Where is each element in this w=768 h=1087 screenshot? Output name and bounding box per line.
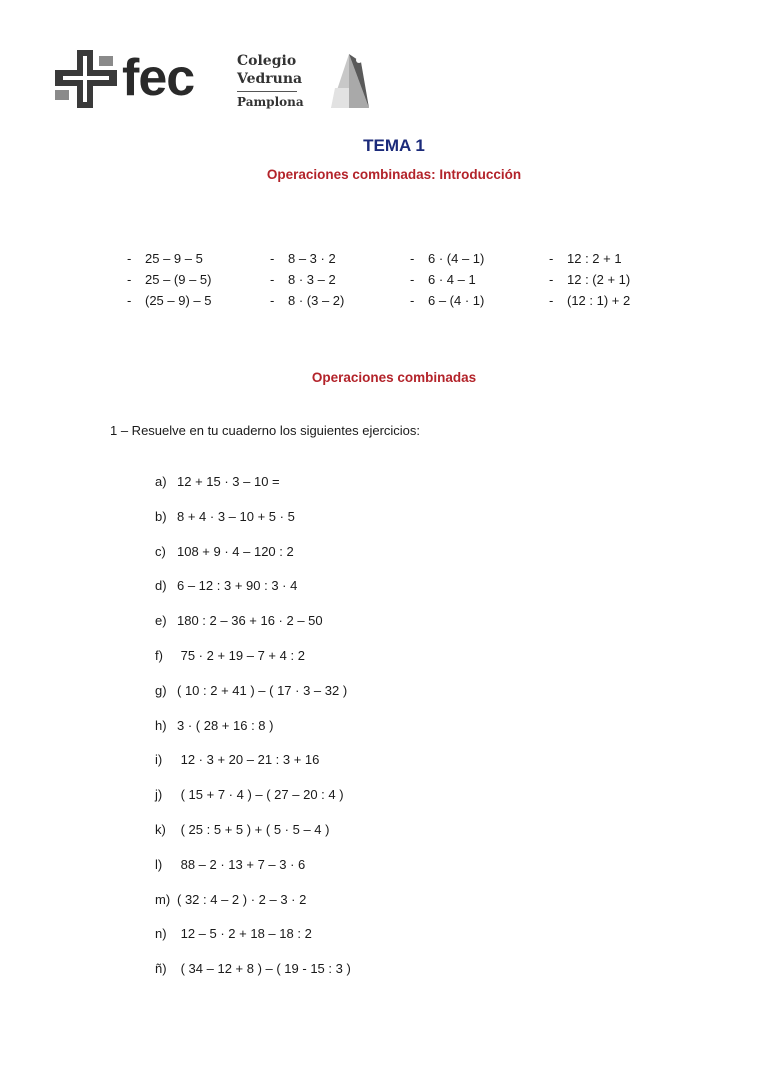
page-title: TEMA 1 — [363, 136, 425, 155]
intro-column-4 — [549, 248, 689, 311]
intro-item: - 12 : (2 + 1) — [549, 272, 631, 287]
exercise-l — [155, 856, 655, 891]
exercise-expression: 88 – 2 · 13 + 7 – 3 · 6 — [177, 856, 306, 872]
intro-item: - (25 – 9) – 5 — [127, 293, 212, 308]
exercise-expression: 108 + 9 · 4 – 120 : 2 — [177, 543, 294, 559]
fec-cross-logo — [55, 50, 125, 110]
intro-item: - 8 – 3 · 2 — [270, 251, 336, 266]
intro-item: - 6 · (4 – 1) — [410, 251, 485, 266]
intro-column-3 — [410, 248, 550, 311]
exercise-label: h) — [155, 717, 167, 733]
intro-item: - 25 – 9 – 5 — [127, 251, 203, 266]
exercise-a — [155, 473, 655, 508]
exercise-d — [155, 577, 655, 612]
exercise-instruction: 1 – Resuelve en tu cuaderno los siguientes ejercicios: — [110, 423, 421, 438]
school-line-pamplona: Pamplona — [237, 95, 304, 109]
exercise-label: i) — [155, 752, 163, 768]
sail-emblem-icon — [325, 48, 375, 112]
intro-item: - 8 · (3 – 2) — [270, 293, 345, 308]
exercise-j — [155, 786, 655, 821]
exercise-expression: 75 · 2 + 19 – 7 + 4 : 2 — [177, 647, 305, 663]
exercise-b — [155, 508, 655, 543]
exercise-label: f) — [155, 647, 163, 663]
exercise-expression: ( 10 : 2 + 41 ) – ( 17 · 3 – 32 ) — [177, 682, 348, 698]
intro-item: - 12 : 2 + 1 — [549, 251, 622, 266]
school-name-logo — [237, 52, 307, 109]
exercise-label: n) — [155, 926, 167, 942]
exercise-label: ñ) — [155, 961, 167, 977]
page-subtitle: Operaciones combinadas: Introducción — [266, 167, 522, 182]
exercise-expression: 12 · 3 + 20 – 21 : 3 + 16 — [177, 752, 320, 768]
exercise-h — [155, 717, 655, 752]
exercise-n — [155, 925, 655, 960]
school-line-vedruna: Vedruna — [237, 71, 303, 87]
exercise-expression: ( 25 : 5 + 5 ) + ( 5 · 5 – 4 ) — [177, 821, 330, 837]
intro-item: - 6 – (4 · 1) — [410, 293, 485, 308]
intro-item: - 6 · 4 – 1 — [410, 272, 476, 287]
exercise-label: e) — [155, 613, 167, 629]
fec-wordmark: fec — [122, 49, 195, 107]
exercise-expression: 180 : 2 – 36 + 16 · 2 – 50 — [177, 613, 323, 629]
exercise-label: c) — [155, 543, 166, 559]
exercise-label: d) — [155, 578, 167, 594]
exercise-enye — [155, 960, 655, 995]
intro-column-2 — [270, 248, 410, 311]
intro-column-1 — [127, 248, 267, 311]
section-title: Operaciones combinadas — [311, 370, 477, 385]
exercise-expression: 6 – 12 : 3 + 90 : 3 · 4 — [177, 578, 298, 594]
school-logo-divider — [237, 91, 297, 92]
exercise-list — [155, 473, 655, 995]
exercise-expression: 12 – 5 · 2 + 18 – 18 : 2 — [177, 926, 312, 942]
exercise-expression: 3 · ( 28 + 16 : 8 ) — [177, 717, 274, 733]
exercise-label: m) — [155, 891, 171, 907]
exercise-e — [155, 612, 655, 647]
exercise-expression: 12 + 15 · 3 – 10 = — [177, 474, 280, 489]
exercise-i — [155, 751, 655, 786]
intro-item: - 8 · 3 – 2 — [270, 272, 336, 287]
exercise-expression: ( 32 : 4 – 2 ) · 2 – 3 · 2 — [177, 891, 307, 907]
exercise-f — [155, 647, 655, 682]
exercise-g — [155, 682, 655, 717]
exercise-k — [155, 821, 655, 856]
exercise-expression: 8 + 4 · 3 – 10 + 5 · 5 — [177, 508, 295, 524]
exercise-expression: ( 15 + 7 · 4 ) – ( 27 – 20 : 4 ) — [177, 787, 344, 803]
exercise-expression: ( 34 – 12 + 8 ) – ( 19 - 15 : 3 ) — [177, 961, 351, 977]
exercise-c — [155, 543, 655, 578]
intro-item: - 25 – (9 – 5) — [127, 272, 212, 287]
exercise-label: k) — [155, 821, 166, 837]
school-line-colegio: Colegio — [237, 53, 297, 69]
exercise-label: l) — [155, 856, 163, 872]
exercise-label: j) — [155, 787, 163, 803]
exercise-label: b) — [155, 508, 167, 524]
intro-item: - (12 : 1) + 2 — [549, 293, 631, 308]
exercise-label: g) — [155, 682, 167, 698]
exercise-label: a) — [155, 474, 167, 489]
exercise-m — [155, 891, 655, 926]
